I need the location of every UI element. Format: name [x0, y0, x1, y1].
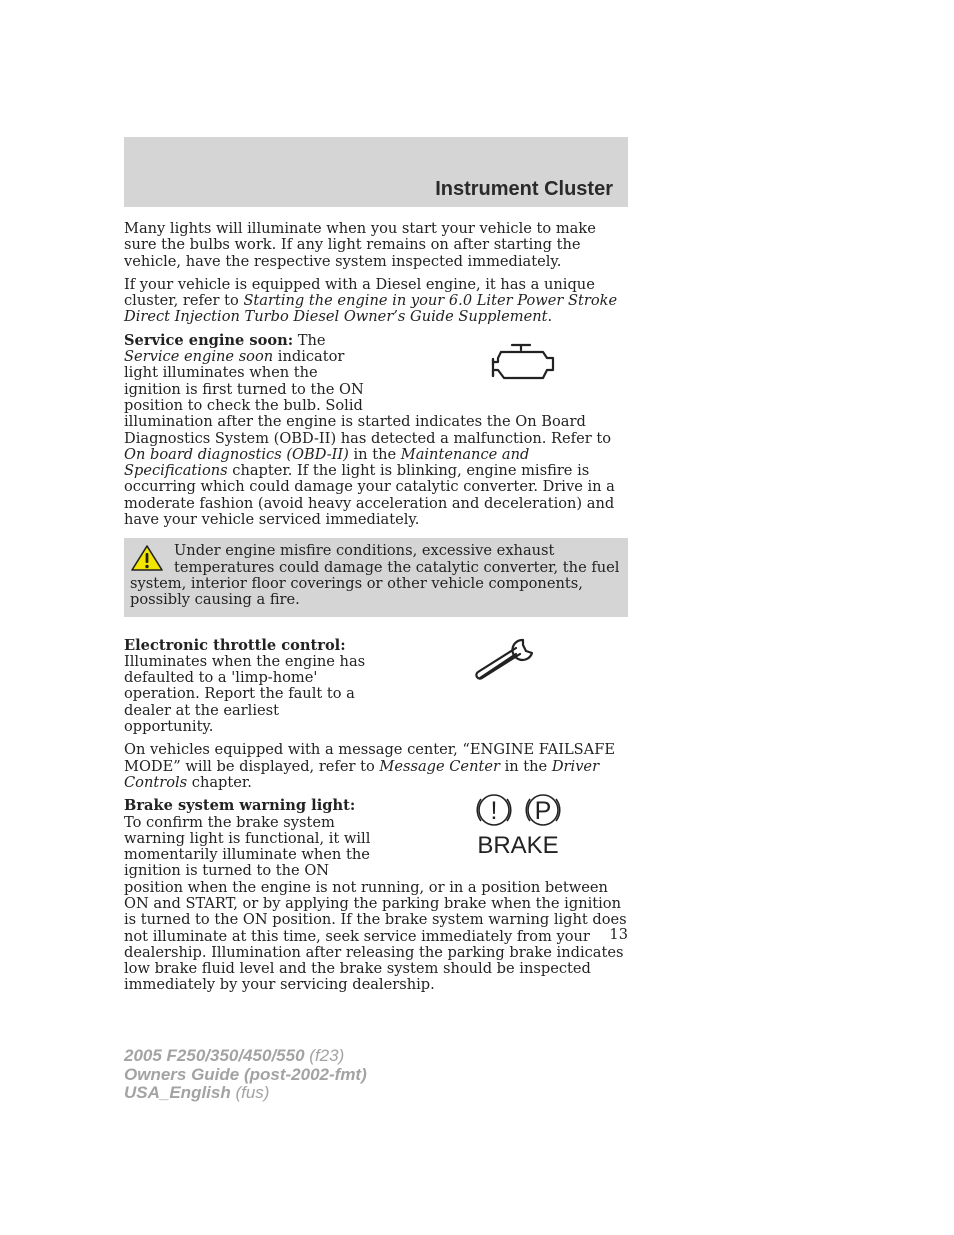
brake-paragraph: Brake system warning light: To confirm the brake system warning light is functional, it will momentarily illuminate when the ignition is turned to the ON position when the engine is not running, or in a position between ON and START, or by applying the parking brake when the ignition is turned to the ON position. If the brake system warning light does not illuminate at this time, seek service immediately from your dealership. Illumination after releasing the parking brake indicates low brake fluid level and the brake system should be inspected immediately by your servicing dealership. — [124, 797, 627, 994]
brake-label: BRAKE — [477, 832, 559, 859]
warning-text: Under engine misfire conditions, excessive exhaust temperatures could damage the catalytic converter, the fuel system, interior floor coverings or other vehicle components, possibly causing a fire. — [130, 542, 620, 609]
wrench-icon — [470, 634, 540, 688]
throttle-heading: Electronic throttle control: — [124, 636, 346, 654]
brake-p-glyph: P — [534, 797, 552, 826]
message-center-paragraph: On vehicles equipped with a message center, “ENGINE FAILSAFE MODE” will be displayed, refer to Message Center in the Driver Controls chapter. — [124, 741, 615, 791]
service-engine-heading: Service engine soon: — [124, 331, 294, 349]
warning-triangle-icon — [130, 543, 164, 573]
section-title: Instrument Cluster — [435, 178, 613, 200]
throttle-figure — [380, 638, 628, 708]
document-footer — [124, 1047, 367, 1103]
diesel-supplement-reference: Starting the engine in your 6.0 Liter Power Stroke Direct Injection Turbo Diesel Owner’s Guide Supplement — [124, 292, 618, 326]
brake-exclaim-glyph: ! — [490, 797, 498, 826]
brake-figure — [380, 798, 628, 866]
intro-paragraph-1: Many lights will illuminate when you start your vehicle to make sure the bulbs work. If any light remains on after starting the vehicle, have the respective system inspected immediately. — [124, 220, 596, 270]
intro-paragraph-2: If your vehicle is equipped with a Diesel engine, it has a unique cluster, refer to Starting the engine in your 6.0 Liter Power Stroke Direct Injection Turbo Diesel Owner’s Guide Supplement. — [124, 275, 618, 326]
throttle-paragraph: Electronic throttle control: Illuminates when the engine has defaulted to a 'limp-home' operation. Report the fault to a dealer at the earliest opportunity. — [124, 636, 366, 736]
service-engine-paragraph: Service engine soon: The Service engine soon indicator light illuminates when the ignition is first turned to the ON position to check the bulb. Solid illumination after the engine is started indicates the On Board Diagnostics System (OBD-II) has detected a malfunction. Refer to On board diagnostics (OBD-II) in the Maintenance and Specifications chapter. If the light is blinking, engine misfire is occurring which could damage your catalytic converter. Drive in a moderate fashion (avoid heavy acceleration and deceleration) and have your vehicle serviced immediately. — [124, 331, 615, 529]
brake-warning-icon — [470, 792, 566, 858]
service-engine-figure — [380, 333, 628, 401]
brake-heading: Brake system warning light: — [124, 797, 356, 815]
page-number: 13 — [609, 926, 628, 943]
engine-icon — [485, 339, 561, 387]
warning-box — [124, 538, 628, 616]
page-content — [124, 221, 628, 1001]
section-header — [124, 137, 628, 207]
footer-line-1: 2005 F250/350/450/550 (f23) — [124, 1046, 345, 1065]
footer-line-3: USA_English (fus) — [124, 1083, 270, 1102]
footer-line-2: Owners Guide (post-2002-fmt) — [124, 1064, 367, 1084]
